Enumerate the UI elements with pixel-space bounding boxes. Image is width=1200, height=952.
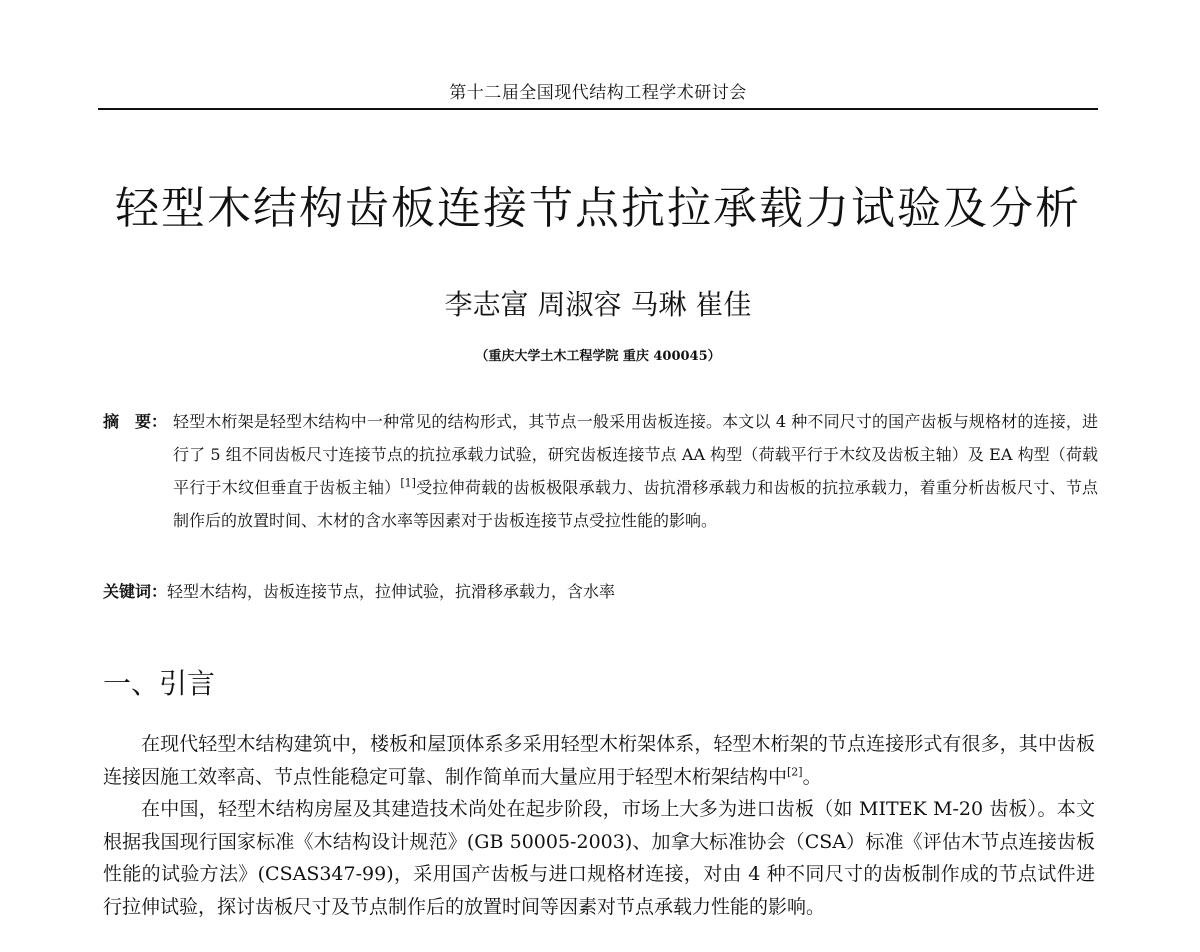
citation-2[interactable]: [2]	[787, 765, 803, 779]
introduction-paragraph-1	[103, 728, 1095, 793]
section-heading-introduction: 一、引言	[103, 667, 216, 700]
paper-authors: 李志富 周淑容 马琳 崔佳	[444, 288, 752, 321]
abstract	[103, 405, 1098, 537]
introduction-paragraph-2: 在中国，轻型木结构房屋及其建造技术尚处在起步阶段，市场上大多为进口齿板（如 MITEK M-20 齿板）。本文根据我国现行国家标准《木结构设计规范》(GB 50005-2003)、加拿大标准协会（CSA）标准《评估木节点连接齿板性能的试验方法》(CSAS347-99)，采用国产齿板与进口规格材连接，对由 4 种不同尺寸的齿板制作成的节点试件进行拉伸试验，探讨齿板尺寸及节点制作后的放置时间等因素对节点承载力性能的影响。	[103, 798, 1095, 918]
paper-affiliation: （重庆大学土木工程学院 重庆 400045）	[475, 349, 721, 364]
abstract-label: 摘 要：	[103, 412, 168, 431]
keywords-label: 关键词：	[103, 582, 168, 601]
abstract-text-part-1: 轻型木桁架是轻型木结构中一种常见的结构形式，其节点一般采用齿板连接。本文以 4 种不同尺寸的国产齿板与规格材的连接，进行了 5 组不同齿板尺寸连接节点的抗拉承载力试验，研究齿板连接节点 AA 构型（荷载平行于木纹及齿板主轴）及 EA 构型（荷载平行于木纹但垂直于齿板主轴）	[173, 412, 1098, 497]
paper-title: 轻型木结构齿板连接节点抗拉承载力试验及分析	[115, 183, 1081, 234]
introduction-body	[103, 728, 1095, 923]
keywords-text: 轻型木结构，齿板连接节点，拉伸试验，抗滑移承载力，含水率	[167, 582, 616, 601]
abstract-text	[173, 405, 1098, 537]
abstract-text-part-2: 受拉伸荷载的齿板极限承载力、齿抗滑移承载力和齿板的抗拉承载力，着重分析齿板尺寸、节点制作后的放置时间、木材的含水率等因素对于齿板连接节点受拉性能的影响。	[173, 478, 1098, 530]
abstract-citation-1[interactable]: [1]	[400, 476, 416, 490]
header-rule	[98, 108, 1098, 110]
running-header: 第十二届全国现代结构工程学术研讨会	[449, 83, 747, 103]
paragraph-1-text: 在现代轻型木结构建筑中，楼板和屋顶体系多采用轻型木桁架体系，轻型木桁架的节点连接形式有很多，其中齿板连接因施工效率高、节点性能稳定可靠、制作简单而大量应用于轻型木桁架结构中	[103, 733, 1095, 788]
paragraph-1-end: 。	[802, 765, 822, 788]
keywords	[103, 575, 1098, 608]
